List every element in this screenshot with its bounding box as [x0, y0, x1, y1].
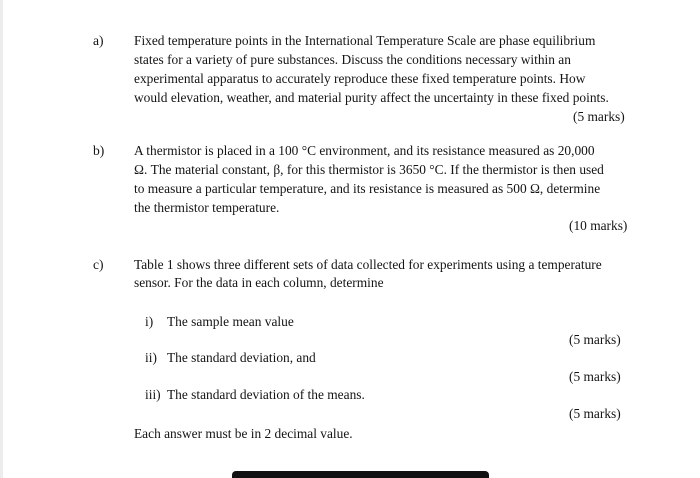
question-b-line-1: A thermistor is placed in a 100 °C environment, and its resistance measured as 20,000 — [134, 143, 595, 158]
subitem-i-number: i) — [145, 314, 154, 329]
subitem-i-marks: (5 marks) — [569, 332, 621, 347]
page-edge — [0, 0, 3, 478]
subitem-ii-marks: (5 marks) — [569, 369, 621, 384]
question-b-marks: (10 marks) — [569, 218, 628, 233]
subitem-ii-number: ii) — [145, 350, 157, 365]
question-a-line-2: states for a variety of pure substances. Discuss the conditions necessary within an — [134, 52, 571, 67]
question-b-line-4: the thermistor temperature. — [134, 200, 280, 215]
subitem-iii-number: iii) — [145, 387, 161, 402]
subitem-ii-text: The standard deviation, and — [167, 350, 316, 365]
question-a-line-3: experimental apparatus to accurately reproduce these fixed temperature points. How — [134, 71, 586, 86]
question-c-line-1: Table 1 shows three different sets of data collected for experiments using a temperature — [134, 257, 602, 272]
question-a-label: a) — [93, 33, 104, 48]
subitem-iii-marks: (5 marks) — [569, 406, 621, 421]
question-b-label: b) — [93, 143, 105, 158]
subitem-i — [145, 312, 294, 331]
question-c-line-2: sensor. For the data in each column, determine — [134, 275, 384, 290]
question-b-line-3: to measure a particular temperature, and its resistance is measured as 500 Ω, determine — [134, 181, 601, 196]
question-b-line-2: Ω. The material constant, β, for this thermistor is 3650 °C. If the thermistor is then used — [134, 162, 604, 177]
question-a-line-1: Fixed temperature points in the International Temperature Scale are phase equilibrium — [134, 33, 596, 48]
home-indicator-bar[interactable] — [232, 471, 489, 478]
answer-note: Each answer must be in 2 decimal value. — [134, 426, 353, 441]
subitem-i-text: The sample mean value — [167, 314, 294, 329]
question-a-line-4: would elevation, weather, and material purity affect the uncertainty in these fixed points. — [134, 90, 609, 105]
subitem-iii — [145, 385, 365, 404]
question-a-marks: (5 marks) — [573, 109, 625, 124]
subitem-iii-text: The standard deviation of the means. — [167, 387, 365, 402]
question-c-label: c) — [93, 257, 104, 272]
subitem-ii — [145, 348, 316, 367]
